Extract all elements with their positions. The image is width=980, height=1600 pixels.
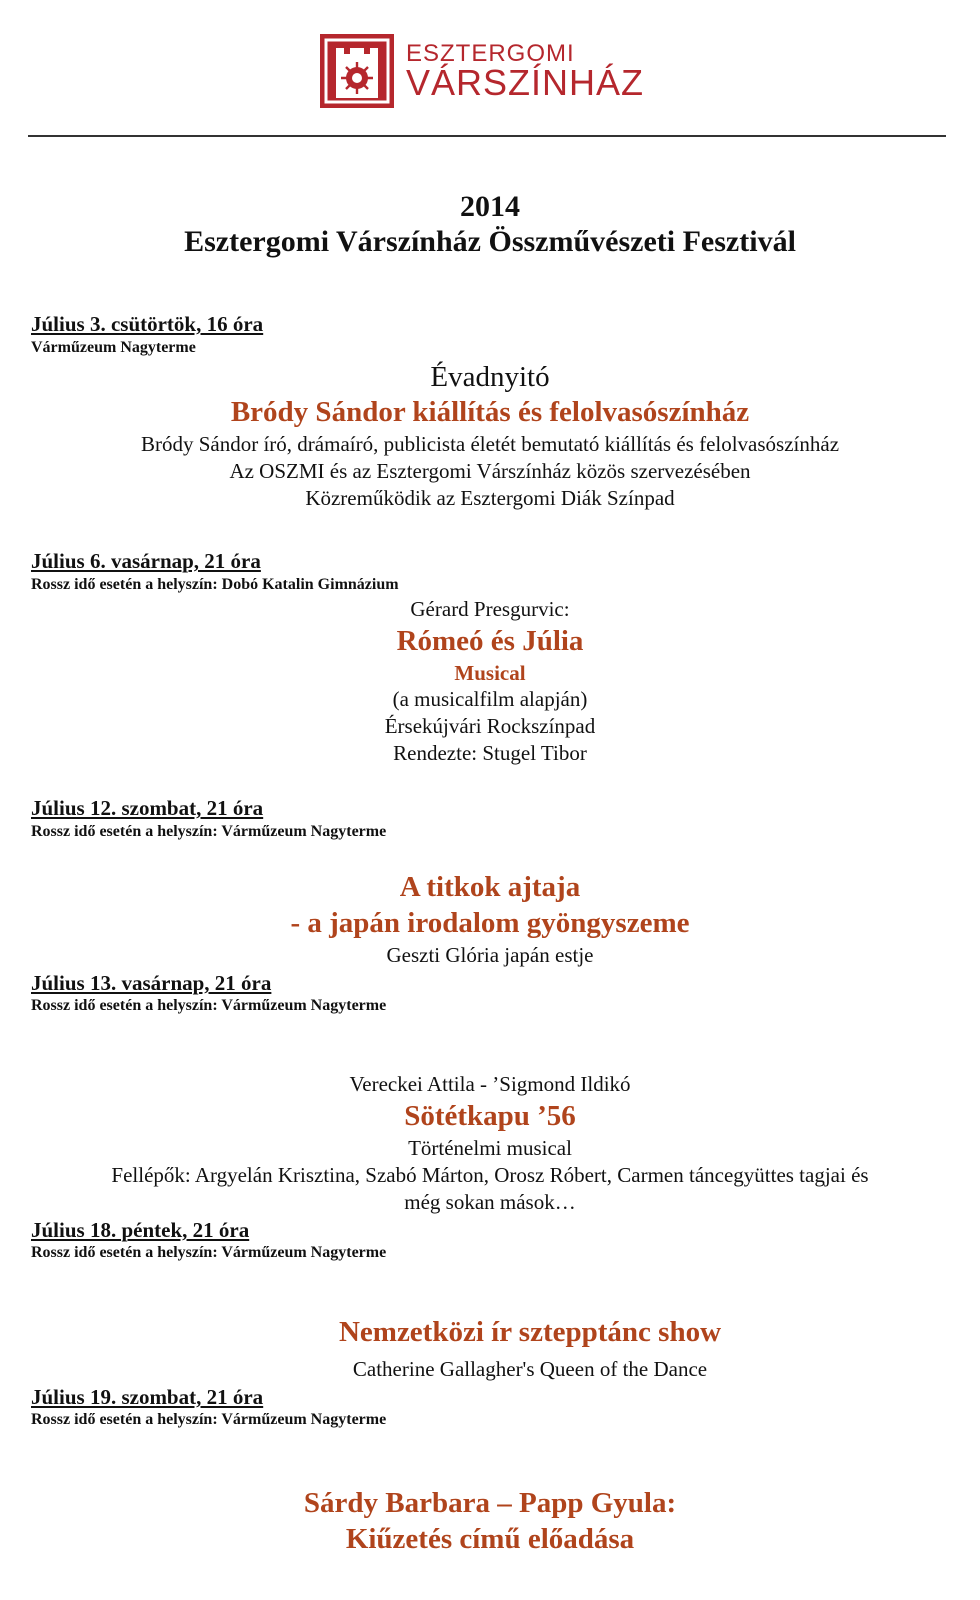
event-venue: Rossz idő esetén a helyszín: Várműzeum Nagyterme <box>31 823 387 840</box>
logo-line-1: ESZTERGOMI <box>406 40 575 67</box>
event-title-line-2: Kiűzetés című előadása <box>345 1523 635 1555</box>
header-divider <box>28 135 946 137</box>
event-date: Július 18. péntek, 21 óra <box>31 1218 250 1242</box>
event-title: A titkok ajtaja <box>399 871 581 903</box>
event-title: Sötétkapu ’56 <box>404 1100 576 1132</box>
event-description: (a musicalfilm alapján) <box>392 687 588 711</box>
event-title: Bródy Sándor kiállítás és felolvasószínház <box>230 396 750 428</box>
logo-line-2: VÁRSZÍNHÁZ <box>406 62 645 103</box>
event-heading: Évadnyitó <box>430 361 550 393</box>
event-author: Gérard Presgurvic: <box>410 597 570 621</box>
event-date: Július 3. csütörtök, 16 óra <box>31 312 264 336</box>
event-author: Vereckei Attila - ’Sigmond Ildikó <box>349 1072 631 1096</box>
event-description: Bródy Sándor író, drámaíró, publicista életét bemutató kiállítás és felolvasószínház <box>140 432 840 456</box>
event-description: még sokan mások… <box>404 1190 576 1214</box>
event-title-line-2: - a japán irodalom gyöngyszeme <box>290 907 690 939</box>
event-venue: Rossz idő esetén a helyszín: Dobó Katalin Gimnázium <box>31 576 399 593</box>
event-date: Július 19. szombat, 21 óra <box>31 1385 264 1409</box>
event-title: Sárdy Barbara – Papp Gyula: <box>303 1487 677 1519</box>
event-date: Július 12. szombat, 21 óra <box>31 796 264 820</box>
event-title: Rómeó és Júlia <box>396 625 584 657</box>
event-date: Július 13. vasárnap, 21 óra <box>31 971 272 995</box>
event-description: Történelmi musical <box>408 1136 572 1160</box>
event-venue: Rossz idő esetén a helyszín: Várműzeum Nagyterme <box>31 1411 387 1428</box>
event-date: Július 6. vasárnap, 21 óra <box>31 549 261 573</box>
event-description: Geszti Glória japán estje <box>386 943 594 967</box>
event-title: Nemzetközi ír sztepptánc show <box>338 1316 722 1348</box>
festival-year: 2014 <box>460 190 520 223</box>
castle-sun-emblem-icon <box>320 34 394 108</box>
event-description: Az OSZMI és az Esztergomi Várszínház közös szervezésében <box>229 459 751 483</box>
event-description: Fellépők: Argyelán Krisztina, Szabó Márton, Orosz Róbert, Carmen táncegyüttes tagjai és <box>111 1163 869 1187</box>
event-description: Rendezte: Stugel Tibor <box>393 741 587 765</box>
event-venue: Rossz idő esetén a helyszín: Várműzeum Nagyterme <box>31 1244 387 1261</box>
event-venue: Rossz idő esetén a helyszín: Várműzeum Nagyterme <box>31 997 387 1014</box>
event-description: Érsekújvári Rockszínpad <box>384 714 596 738</box>
event-venue: Várműzeum Nagyterme <box>31 339 196 356</box>
event-description: Catherine Gallagher's Queen of the Dance <box>352 1357 708 1381</box>
event-description: Közreműködik az Esztergomi Diák Színpad <box>305 486 675 510</box>
festival-title: Esztergomi Várszínház Összművészeti Fesztivál <box>184 225 796 258</box>
event-subtitle: Musical <box>454 661 526 685</box>
